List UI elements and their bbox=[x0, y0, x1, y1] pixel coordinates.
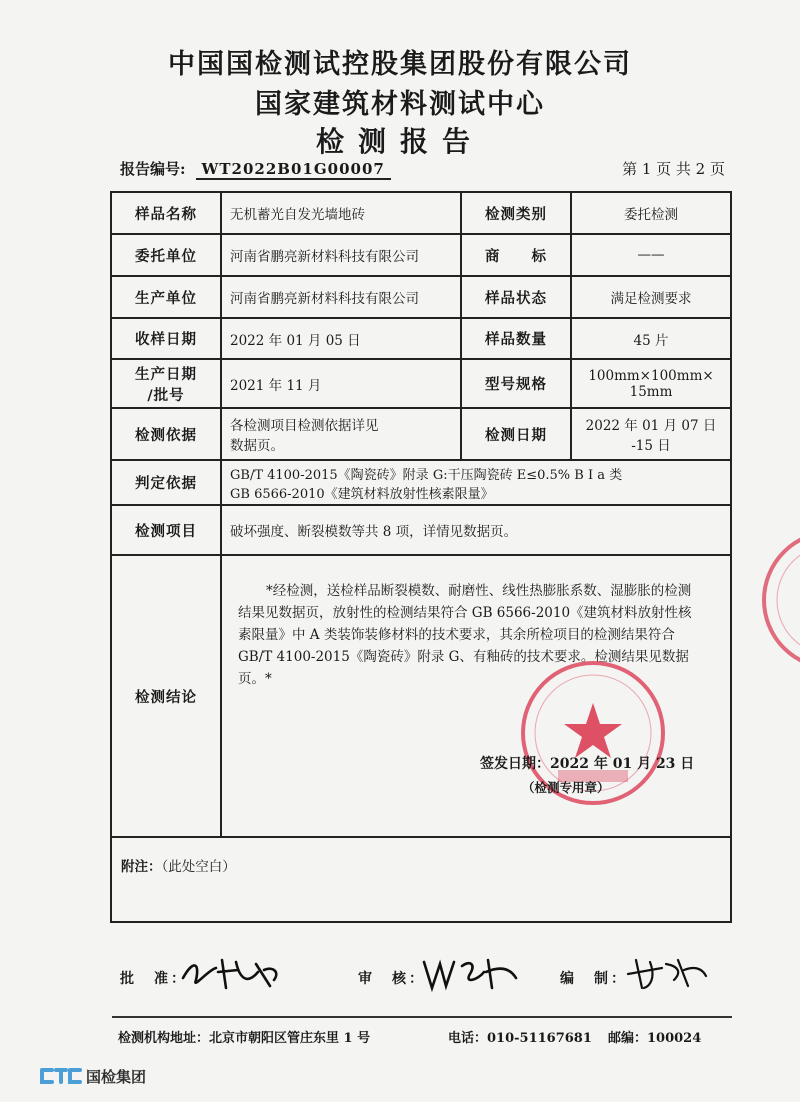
report-header bbox=[0, 42, 800, 158]
footer-postcode: 邮编：100024 bbox=[608, 1031, 702, 1046]
sample-status-value: 满足检测要求 bbox=[571, 276, 731, 318]
table-row bbox=[111, 408, 731, 460]
footer-divider bbox=[112, 1016, 732, 1018]
logo-text: 国检集团 bbox=[86, 1068, 147, 1086]
sample-qty-label: 样品数量 bbox=[461, 318, 571, 359]
model-value bbox=[571, 359, 731, 408]
model-line2: 15mm bbox=[629, 383, 673, 400]
page-indicator: 第 1 页 共 2 页 bbox=[622, 160, 725, 178]
approve-label: 批 准： bbox=[120, 971, 188, 987]
trademark-label: 商 标 bbox=[461, 234, 571, 276]
client-value: 河南省鹏亮新材料科技有限公司 bbox=[221, 234, 461, 276]
items-value: 破坏强度、断裂模数等共 8 项，详情见数据页。 bbox=[221, 505, 731, 555]
basis-line2: 数据页。 bbox=[230, 438, 284, 454]
sample-qty-value: 45 片 bbox=[571, 318, 731, 359]
producer-value: 河南省鹏亮新材料科技有限公司 bbox=[221, 276, 461, 318]
judge-value bbox=[221, 460, 731, 505]
prod-date-label bbox=[111, 359, 221, 408]
table-row bbox=[111, 192, 731, 234]
footer-address: 检测机构地址：北京市朝阳区管庄东里 1 号 bbox=[118, 1031, 371, 1046]
judge-line2: GB 6566-2010《建筑材料放射性核素限量》 bbox=[230, 486, 494, 502]
conclusion-text: *经检测，送检样品断裂模数、耐磨性、线性热膨胀系数、湿膨胀的检测结果见数据页，放射性的检测结果符合 GB 6566-2010《建筑材料放射性核素限量》中 A 类装饰装修材料的技术要求，其余所检项目的检测结果符合 GB/T 4100-2015《陶瓷砖》附录 G、有釉砖的技术要求。检测结果见数据页。* bbox=[238, 583, 692, 687]
prod-date-label-line2: /批号 bbox=[147, 387, 185, 404]
edge-seal-icon bbox=[752, 520, 800, 680]
test-date-line1: 2022 年 01 月 07 日 bbox=[585, 418, 717, 434]
basis-line1: 各检测项目检测依据详见 bbox=[230, 418, 379, 434]
receipt-date-value: 2022 年 01 月 05 日 bbox=[221, 318, 461, 359]
org-name: 中国国检测试控股集团股份有限公司 bbox=[168, 49, 632, 80]
report-title: 检测报告 bbox=[315, 125, 484, 158]
table-row bbox=[111, 276, 731, 318]
report-number-label: 报告编号: bbox=[120, 160, 186, 178]
sample-name-label: 样品名称 bbox=[111, 192, 221, 234]
model-label: 型号规格 bbox=[461, 359, 571, 408]
table-row bbox=[111, 460, 731, 505]
test-date-line2: -15 日 bbox=[631, 438, 671, 454]
model-line1: 100mm×100mm× bbox=[588, 367, 714, 384]
items-label: 检测项目 bbox=[111, 505, 221, 555]
prod-date-label-line1: 生产日期 bbox=[135, 366, 197, 383]
reviewer-signature-icon bbox=[418, 950, 528, 995]
receipt-date-label: 收样日期 bbox=[111, 318, 221, 359]
compiler-signature-icon bbox=[622, 952, 712, 992]
basis-value bbox=[221, 408, 461, 460]
sample-name-value: 无机蓄光自发光墙地砖 bbox=[221, 192, 461, 234]
table-row bbox=[111, 359, 731, 408]
table-row bbox=[111, 837, 731, 922]
basis-label: 检测依据 bbox=[111, 408, 221, 460]
report-number-value: WT2022B01G00007 bbox=[196, 160, 391, 180]
test-type-label: 检测类别 bbox=[461, 192, 571, 234]
client-label: 委托单位 bbox=[111, 234, 221, 276]
judge-line1: GB/T 4100-2015《陶瓷砖》附录 G:干压陶瓷砖 E≤0.5% B I a 类 bbox=[230, 467, 623, 483]
report-table bbox=[110, 191, 732, 923]
report-meta bbox=[120, 158, 725, 184]
report-number bbox=[120, 158, 391, 180]
test-date-label: 检测日期 bbox=[461, 408, 571, 460]
trademark-value: —— bbox=[571, 234, 731, 276]
remark-cell bbox=[111, 837, 731, 922]
seal-note: （检测专用章） bbox=[522, 780, 610, 795]
table-row bbox=[111, 234, 731, 276]
table-row bbox=[111, 505, 731, 555]
table-row bbox=[111, 318, 731, 359]
prod-date-value: 2021 年 11 月 bbox=[221, 359, 461, 408]
approver-signature-icon bbox=[178, 950, 288, 995]
remark-value: （此处空白） bbox=[161, 859, 236, 875]
test-type-value: 委托检测 bbox=[571, 192, 731, 234]
sample-status-label: 样品状态 bbox=[461, 276, 571, 318]
ctc-logo bbox=[40, 1065, 180, 1087]
compile-label: 编 制： bbox=[560, 971, 628, 987]
remark bbox=[121, 855, 236, 875]
conclusion-label: 检测结论 bbox=[111, 555, 221, 837]
ctc-logo-icon bbox=[40, 1066, 82, 1086]
footer-phone: 电话：010-51167681 bbox=[448, 1031, 592, 1046]
test-date-value bbox=[571, 408, 731, 460]
issue-date: 签发日期：2022 年 01 月 23 日 bbox=[480, 756, 695, 772]
review-label: 审 核： bbox=[358, 971, 426, 987]
remark-label: 附注： bbox=[121, 859, 162, 875]
producer-label: 生产单位 bbox=[111, 276, 221, 318]
judge-label: 判定依据 bbox=[111, 460, 221, 505]
center-name: 国家建筑材料测试中心 bbox=[255, 89, 545, 120]
